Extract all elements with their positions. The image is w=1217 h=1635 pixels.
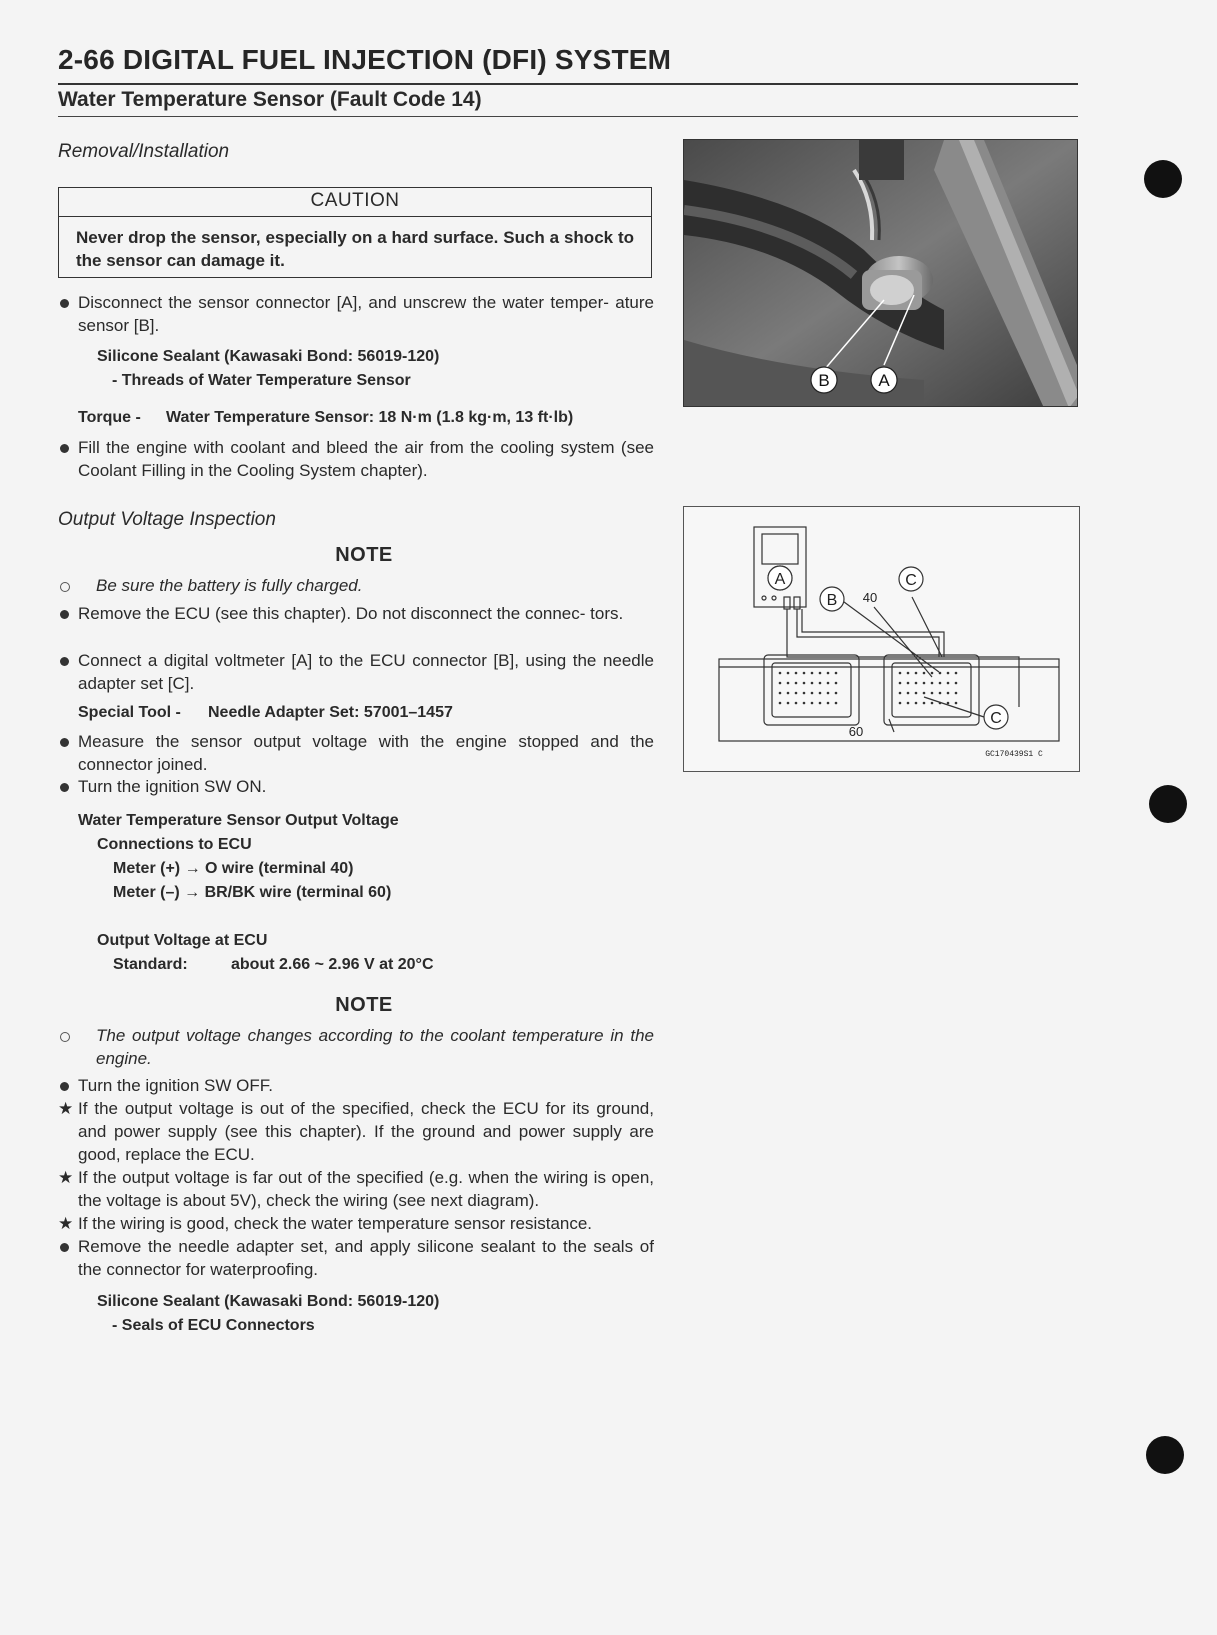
ecu-wiring-diagram (684, 507, 1081, 773)
note-1: Be sure the battery is fully charged. (58, 574, 654, 597)
note-circle-icon (60, 1032, 70, 1042)
bullet-icon (60, 1082, 69, 1091)
removal-heading: Removal/Installation (58, 141, 230, 162)
header-rule (58, 83, 1078, 85)
bullet-icon (60, 783, 69, 792)
binder-hole-bottom (1146, 1436, 1184, 1474)
inspection-step-6: Remove the needle adapter set, and apply silicone sealant to the seals of the connector for waterproofing. (58, 1235, 654, 1281)
meter-minus: Meter (–) → BR/BK wire (terminal 60) (113, 884, 392, 901)
spec-connections: Connections to ECU (97, 836, 252, 853)
diagram-label-c-lower: C (990, 710, 1002, 727)
diagram-label-b: B (826, 592, 838, 609)
terminal-40-label: 40 (862, 590, 878, 605)
standard-label: Standard: (113, 956, 188, 973)
star-icon: ★ (58, 1214, 74, 1233)
note-circle-icon (60, 582, 70, 592)
meter-plus: Meter (+) → O wire (terminal 40) (113, 860, 354, 877)
diagram-label-c: C (905, 572, 917, 589)
caution-text: Never drop the sensor, especially on a hard surface. Such a shock to the sensor can damage it. (76, 228, 634, 270)
bullet-icon (60, 299, 69, 308)
ecu-connector-right (884, 655, 979, 725)
right-pin-grid (899, 672, 958, 705)
inspection-step-1: Remove the ECU (see this chapter). Do not disconnect the connec- tors. (58, 602, 654, 625)
standard-value: about 2.66 ~ 2.96 V at 20°C (231, 956, 434, 973)
page-title: 2-66 DIGITAL FUEL INJECTION (DFI) SYSTEM (58, 44, 672, 75)
bullet-icon (60, 657, 69, 666)
photo-label-a: A (878, 371, 890, 390)
photo-label-b: B (818, 371, 830, 390)
removal-step-1: Disconnect the sensor connector [A], and unscrew the water temper- ature sensor [B]. (58, 291, 654, 337)
inspection-heading: Output Voltage Inspection (58, 509, 276, 530)
bullet-icon (60, 610, 69, 619)
inspection-step-2: Connect a digital voltmeter [A] to the ECU connector [B], using the needle adapter set [C]. (58, 649, 654, 695)
note-2: The output voltage changes according to the coolant temperature in the engine. (58, 1024, 654, 1070)
section-title: Water Temperature Sensor (Fault Code 14) (58, 88, 482, 111)
sealant-spec-1-sub: - Threads of Water Temperature Sensor (112, 372, 411, 389)
subtitle-rule (58, 116, 1078, 117)
spec-title: Water Temperature Sensor Output Voltage (78, 812, 399, 829)
star-note-2: ★ If the output voltage is far out of the specified (e.g. when the wiring is open, the voltage is about 5V), check the wiring (see next diagram). (58, 1168, 654, 1210)
star-icon: ★ (58, 1099, 74, 1118)
special-tool-value: Needle Adapter Set: 57001–1457 (208, 704, 453, 721)
sensor-photo-image (684, 140, 1078, 407)
bullet-icon (60, 738, 69, 747)
sensor-photo (683, 139, 1078, 407)
bullet-icon (60, 1243, 69, 1252)
inspection-step-4: Turn the ignition SW ON. (58, 775, 654, 798)
sealant-spec-1: Silicone Sealant (Kawasaki Bond: 56019-120) (97, 348, 440, 365)
star-icon: ★ (58, 1168, 74, 1187)
output-voltage-title: Output Voltage at ECU (97, 932, 268, 949)
binder-hole-middle (1149, 785, 1187, 823)
removal-step-2: Fill the engine with coolant and bleed the air from the cooling system (see Coolant Filling in the Cooling System chapter). (58, 436, 654, 482)
star-note-1: ★ If the output voltage is out of the specified, check the ECU for its ground, and power supply (see this chapter). If the ground and power supply are good, replace the ECU. (58, 1099, 654, 1164)
ecu-connection-diagram (683, 506, 1080, 772)
bullet-icon (60, 444, 69, 453)
diagram-code: GC170439S1 C (985, 750, 1043, 759)
inspection-step-3: Measure the sensor output voltage with the engine stopped and the connector joined. (58, 730, 654, 776)
sealant-spec-2-sub: - Seals of ECU Connectors (112, 1317, 315, 1334)
star-note-3: ★ If the wiring is good, check the water temperature sensor resistance. (58, 1214, 593, 1233)
caution-divider (59, 216, 651, 217)
special-tool-label: Special Tool - (78, 704, 181, 721)
torque-value: Water Temperature Sensor: 18 N·m (1.8 kg·m, 13 ft·lb) (166, 409, 574, 426)
note-title-1: NOTE (335, 544, 393, 566)
left-pin-grid (779, 672, 838, 705)
torque-label: Torque - (78, 409, 141, 426)
sealant-spec-2: Silicone Sealant (Kawasaki Bond: 56019-120) (97, 1293, 440, 1310)
diagram-label-a: A (774, 571, 786, 588)
caution-title: CAUTION (310, 190, 400, 211)
binder-hole-top (1144, 160, 1182, 198)
ecu-connector-left (764, 655, 859, 725)
caution-box (58, 187, 652, 278)
inspection-step-5: Turn the ignition SW OFF. (58, 1074, 654, 1097)
note-title-2: NOTE (335, 994, 393, 1016)
terminal-60-label: 60 (848, 724, 864, 739)
